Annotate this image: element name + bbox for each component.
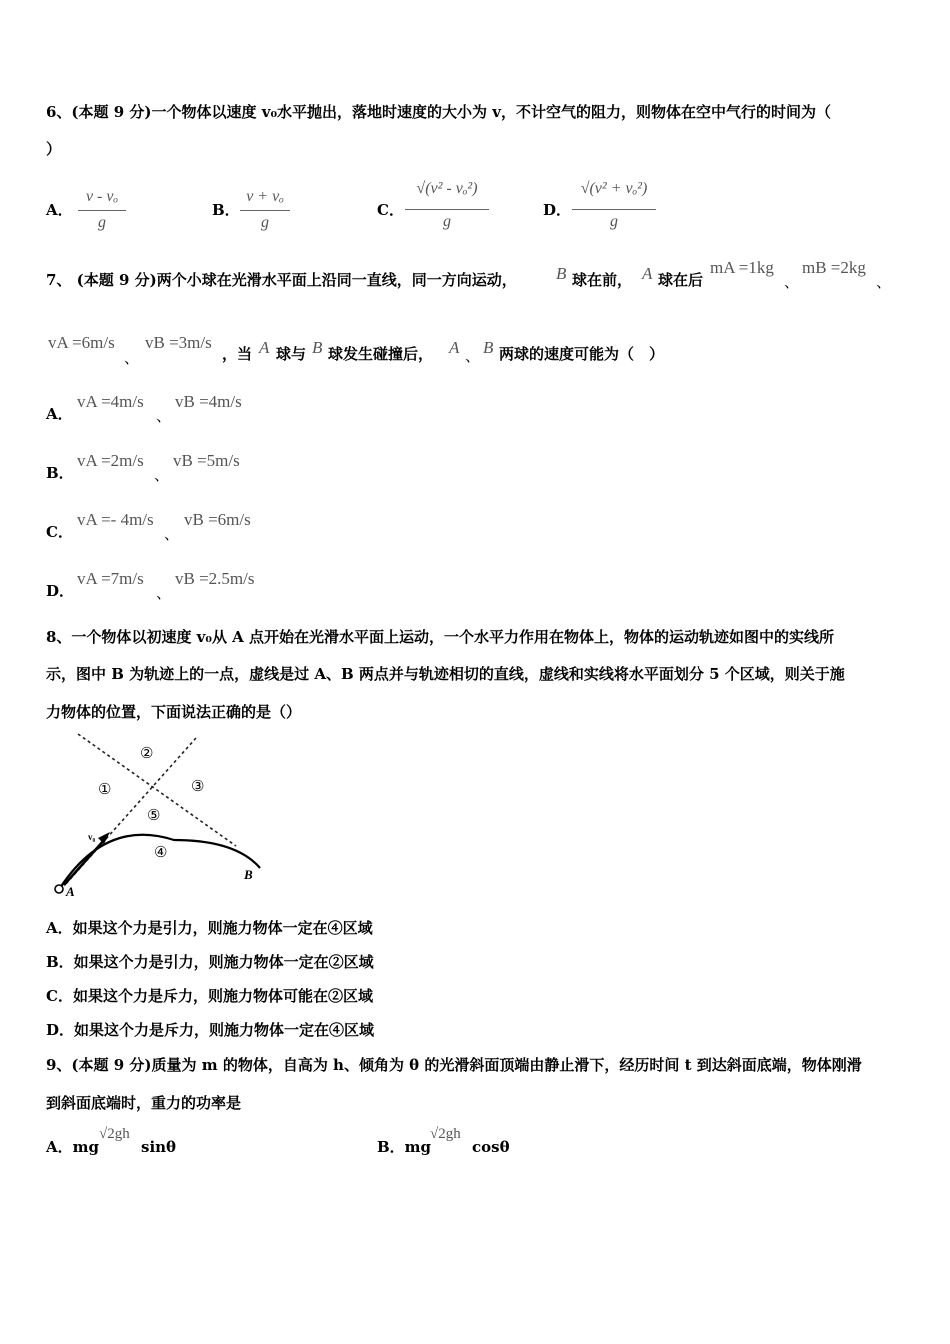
option-label: C．	[377, 201, 404, 219]
option-va: vA =- 4m/s	[77, 510, 154, 529]
fraction	[405, 176, 489, 238]
q7-stem-part1: 7、 (本题 9 分)两个小球在光滑水平面上沿同一直线，同一方向运动，	[46, 271, 517, 289]
option-label: C．	[46, 523, 73, 541]
q7-ball-b-3: B	[483, 338, 494, 357]
region-4-label: ④	[154, 845, 168, 861]
denominator: g	[610, 213, 618, 230]
q6-stem-line1: 6、(本题 9 分)一个物体以速度 v₀水平抛出，落地时速度的大小为 v，不计空气的阻力，则物体在空中气行的时间为（	[46, 103, 831, 121]
trajectory-curve	[60, 835, 260, 888]
q7-stem-part3: 球在后	[658, 271, 704, 289]
trig-term: sinθ	[141, 1138, 177, 1156]
q8-stem-line1: 8、一个物体以初速度 v₀从 A 点开始在光滑水平面上运动，一个水平力作用在物体上，物体的运动轨迹如图中的实线所	[46, 628, 835, 646]
q7-separator: 、	[465, 347, 481, 365]
q7-separator: 、	[124, 349, 140, 367]
option-label: B．	[46, 464, 74, 482]
q8-trajectory-figure	[46, 728, 276, 900]
q6-stem-line2: ）	[46, 140, 62, 158]
v0-label: v₀	[88, 832, 96, 842]
sqrt-expression: √2gh	[430, 1126, 461, 1142]
option-label: B．	[212, 201, 240, 219]
option-label: D．	[46, 582, 75, 600]
option-vb: vB =5m/s	[173, 451, 240, 470]
region-1-label: ①	[98, 782, 112, 798]
point-a-marker	[55, 885, 63, 893]
option-va: vA =4m/s	[77, 392, 144, 411]
option-label: A．	[46, 201, 73, 219]
q7-velocity-b: vB =3m/s	[145, 333, 212, 352]
numerator: √(v² + vₒ²)	[580, 180, 648, 197]
numerator: v + vₒ	[246, 188, 284, 205]
option-separator: 、	[164, 525, 180, 543]
option-label: B．mg	[377, 1138, 432, 1156]
option-separator: 、	[156, 407, 172, 425]
q7-stem-part2: 球在前，	[572, 271, 633, 289]
option-vb: vB =2.5m/s	[175, 569, 255, 588]
q7-mass-b: mB =2kg	[802, 258, 866, 277]
sqrt-expression: √2gh	[99, 1126, 130, 1142]
point-a-label: A	[66, 884, 75, 899]
q7-ball-b-2: B	[312, 338, 323, 357]
q8-option-d[interactable]: D．如果这个力是斥力，则施力物体一定在④区域	[46, 1021, 375, 1039]
q7-stem-part6: 球发生碰撞后，	[328, 345, 434, 363]
region-3-label: ③	[191, 779, 205, 795]
q7-separator: 、	[784, 273, 800, 291]
fraction	[240, 188, 290, 236]
q7-mass-a: mA =1kg	[710, 258, 774, 277]
q8-stem-line3: 力物体的位置，下面说法正确的是（）	[46, 703, 302, 721]
option-va: vA =2m/s	[77, 451, 144, 470]
q7-velocity-a: vA =6m/s	[48, 333, 115, 352]
numerator: √(v² - vₒ²)	[416, 180, 478, 197]
denominator: g	[261, 214, 269, 231]
q7-separator: 、	[876, 273, 892, 291]
point-b-label: B	[244, 867, 253, 882]
q7-stem-part4: ，当	[222, 345, 253, 363]
q7-ball-b: B	[556, 264, 567, 283]
region-2-label: ②	[140, 746, 154, 762]
region-5-label: ⑤	[147, 808, 161, 824]
q7-ball-a: A	[642, 264, 653, 283]
option-label: D．	[543, 201, 572, 219]
option-vb: vB =6m/s	[184, 510, 251, 529]
velocity-arrow	[64, 838, 106, 885]
denominator: g	[443, 213, 451, 230]
numerator: v - vₒ	[85, 188, 119, 205]
q8-option-a[interactable]: A．如果这个力是引力，则施力物体一定在④区域	[46, 919, 373, 937]
option-label: A．mg	[46, 1138, 99, 1156]
option-separator: 、	[154, 466, 170, 484]
q8-option-c[interactable]: C．如果这个力是斥力，则施力物体可能在②区域	[46, 987, 373, 1005]
trig-term: cosθ	[472, 1138, 510, 1156]
fraction	[572, 176, 656, 238]
q7-ball-a-3: A	[449, 338, 460, 357]
option-label: A．	[46, 405, 73, 423]
q7-stem-part5: 球与	[276, 345, 307, 363]
q9-stem-line1: 9、(本题 9 分)质量为 m 的物体，自高为 h、倾角为 θ 的光滑斜面顶端由静止滑下，经历时间 t 到达斜面底端，物体刚滑	[46, 1056, 862, 1074]
q8-stem-line2: 示，图中 B 为轨迹上的一点，虚线是过 A、B 两点并与轨迹相切的直线，虚线和实线将水平面划分 5 个区域，则关于施	[46, 665, 845, 683]
q7-ball-a-2: A	[259, 338, 270, 357]
q8-option-b[interactable]: B．如果这个力是引力，则施力物体一定在②区域	[46, 953, 374, 971]
fraction	[78, 188, 126, 236]
q7-stem-part7: 两球的速度可能为（ ）	[499, 345, 665, 363]
option-vb: vB =4m/s	[175, 392, 242, 411]
denominator: g	[98, 214, 106, 231]
option-separator: 、	[156, 584, 172, 602]
q9-stem-line2: 到斜面底端时，重力的功率是	[46, 1094, 242, 1112]
option-va: vA =7m/s	[77, 569, 144, 588]
